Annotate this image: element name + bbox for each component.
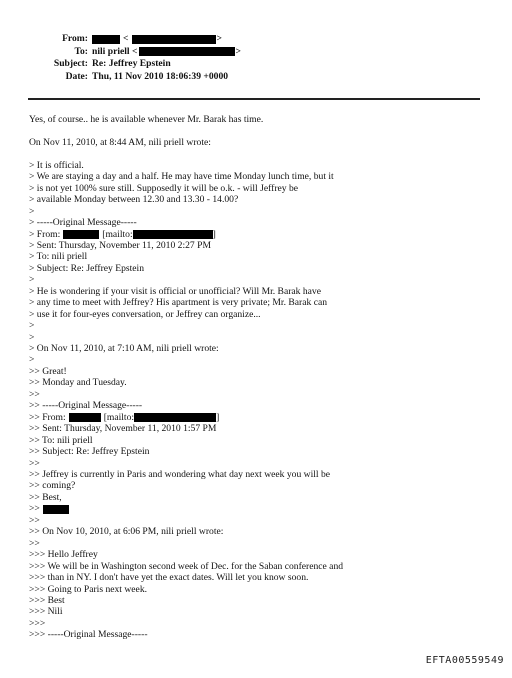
body-line: > — [29, 205, 35, 217]
from-label: > From: — [29, 228, 61, 240]
body-line: > is not yet 100% sure still. Supposedly it will be o.k. - will Jeffrey be — [29, 182, 299, 194]
body-line: >>> Hello Jeffrey — [29, 549, 98, 561]
from-end: > — [216, 33, 222, 44]
redaction-box — [63, 230, 99, 239]
document-id: EFTA00559549 — [425, 655, 504, 666]
body-line: >> — [29, 457, 40, 469]
body-line: >>> than in NY. I don't have yet the exact dates. Will let you know soon. — [29, 572, 309, 584]
mailto-label: [mailto: — [103, 411, 135, 423]
to-end: > — [235, 45, 241, 57]
body-line: >> Best, — [29, 491, 62, 503]
body-line: > — [29, 354, 35, 366]
body-line: > use it for four-eyes conversation, or Jeffrey can organize... — [29, 308, 261, 320]
from-sep: < — [123, 33, 129, 44]
body-line: >> Jeffrey is currently in Paris and wondering what day next week you will be — [29, 469, 331, 481]
body-line: >>> We will be in Washington second week of Dec. for the Saban conference and — [29, 560, 344, 572]
body-line: >> On Nov 10, 2010, at 6:06 PM, nili priell wrote: — [29, 526, 224, 538]
body-line: >>> Best — [29, 595, 65, 606]
body-line: Yes, of course.. he is available whenever Mr. Barak has time. — [29, 114, 264, 125]
body-line: >>> Going to Paris next week. — [29, 583, 148, 595]
to-value — [92, 46, 241, 59]
header-subject-row — [20, 58, 480, 71]
header-from-row — [20, 33, 480, 46]
to-name: nili priell < — [92, 45, 138, 57]
body-line-from — [29, 412, 489, 423]
body-line: >> Subject: Re: Jeffrey Epstein — [29, 446, 150, 458]
body-line: >> coming? — [29, 480, 76, 492]
body-line: On Nov 11, 2010, at 8:44 AM, nili priell wrote: — [29, 136, 211, 148]
body-line: > available Monday between 12.30 and 13.30 - 14.00? — [29, 194, 239, 206]
body-line-from — [29, 229, 489, 240]
subject-label: Subject: — [53, 58, 88, 70]
mailto-end: ] — [212, 228, 216, 240]
redaction-box — [43, 505, 69, 514]
redaction-box — [69, 413, 101, 422]
header-date-row — [20, 71, 480, 84]
body-line: > — [29, 331, 35, 343]
redaction-box — [139, 47, 235, 56]
body-line: > — [29, 320, 35, 332]
body-line: >>> -----Original Message----- — [29, 629, 148, 641]
body-line: >> Great! — [29, 365, 67, 377]
body-line: > It is official. — [29, 159, 84, 171]
email-body — [29, 114, 489, 641]
body-line: >> — [29, 514, 40, 526]
body-line: >> — [29, 537, 40, 549]
body-line: > He is wondering if your visit is official or unofficial? Will Mr. Barak have — [29, 285, 321, 297]
body-line: > Sent: Thursday, November 11, 2010 2:27 PM — [29, 239, 211, 251]
body-line: >> Sent: Thursday, November 11, 2010 1:57 PM — [29, 423, 217, 435]
header-to-row — [20, 46, 480, 59]
subject-value: Re: Jeffrey Epstein — [92, 58, 171, 70]
body-line: > — [29, 274, 35, 286]
quote-marker: >> — [29, 503, 40, 515]
date-value: Thu, 11 Nov 2010 18:06:39 +0000 — [92, 70, 229, 82]
mailto-label: [mailto: — [102, 228, 133, 240]
body-line: >> Monday and Tuesday. — [29, 377, 127, 389]
body-line: >>> — [29, 617, 46, 629]
from-label: >> From: — [29, 411, 66, 423]
body-line: >> — [29, 388, 40, 400]
body-line: > any time to meet with Jeffrey? His apartment is very private; Mr. Barak can — [29, 297, 328, 309]
mailto-end: ] — [216, 411, 220, 423]
to-label: To: — [74, 45, 88, 57]
date-label: Date: — [65, 70, 88, 82]
body-line: >>> Nili — [29, 606, 63, 618]
redaction-box — [133, 230, 213, 239]
body-line: > We are staying a day and a half. He may have time Monday lunch time, but it — [29, 171, 334, 183]
redaction-box — [134, 413, 216, 422]
body-line: > On Nov 11, 2010, at 7:10 AM, nili priell wrote: — [29, 343, 219, 355]
body-line: >> -----Original Message----- — [29, 400, 143, 412]
body-line: > To: nili priell — [29, 251, 88, 263]
from-value — [92, 33, 222, 46]
body-line: > -----Original Message----- — [29, 217, 137, 229]
body-line: > Subject: Re: Jeffrey Epstein — [29, 262, 145, 274]
body-line-redacted-signature — [29, 503, 489, 514]
redaction-box — [132, 35, 216, 44]
email-header — [20, 33, 480, 83]
body-line: >> To: nili priell — [29, 434, 93, 446]
header-divider — [28, 98, 480, 100]
redaction-box — [92, 35, 120, 44]
from-label: From: — [62, 33, 88, 44]
